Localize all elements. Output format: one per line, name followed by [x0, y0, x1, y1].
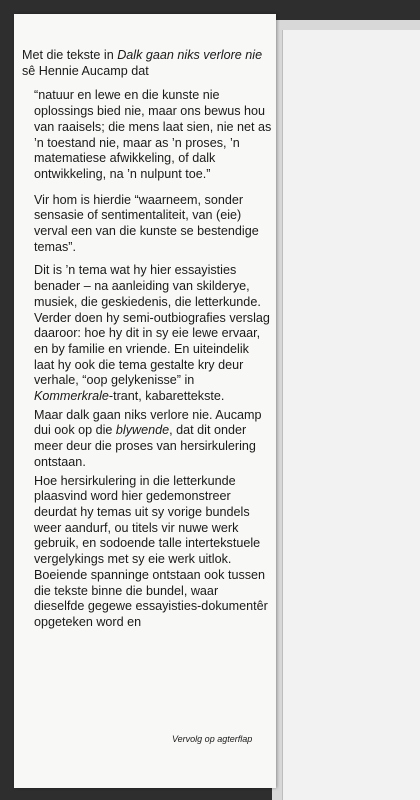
intro-paragraph	[22, 48, 272, 79]
paragraph-3-emphasis: blywende	[115, 423, 170, 438]
paragraph-2-emphasis: Kommerkrale	[34, 389, 109, 404]
paragraph-4: Hoe hersirkulering in die letterkunde plaasvind word hier gedemonstreer deurdat hy temas uit sy vorige bundels weer aandurf, ou titels vir nuwe werk gebruik, en sodoende talle intertekstuele vergelykings met sy eie werk uitlok. Boeiende spanninge ontstaan ook tussen die tekste binne die bundel, waar dieselfde gegewe essayisties-dokumentêr opgeteken word en	[34, 473, 268, 629]
book-title: Dalk gaan niks verlore nie	[117, 48, 263, 62]
paragraph-3	[22, 408, 272, 471]
back-page	[282, 30, 420, 800]
intro-text-b: sê Hennie Aucamp dat	[22, 63, 149, 78]
quote-paragraph: “natuur en lewe en die kunste nie oplossings bied nie, maar ons bewus hou van raaisels; die mens laat sien, nie net as ’n toestand nie, maar as ’n proses, ’n matematiese afwikkeling, of dalk ontwikkeling, na ’n nulpunt toe.”	[34, 88, 272, 181]
paragraph-3-text-b: , dat dit onder meer deur die proses van hersirkulering ontstaan.	[34, 423, 256, 469]
paragraph-2-text-b: -trant, kabarettekste.	[108, 389, 225, 404]
paragraph-2-text-a: Dit is ’n tema wat hy hier essayisties benader – na aanleiding van skilderye, musiek, die geskiedenis, die letterkunde. Verder doen hy semi-outbiografies verslag daaroor: hoe hy dit in sy eie lewe ervaar, en by familie en vriende. En uiteindelik laat hy ook die tema gestalte kry deur verhale, “oop gelykenisse” in	[34, 263, 270, 388]
paragraph-3-text-a: Maar dalk gaan niks verlore nie. Aucamp dui ook op die	[34, 407, 262, 438]
flap-text	[22, 48, 272, 639]
intro-text-a: Met die tekste in	[22, 48, 118, 62]
paragraph-2	[22, 263, 272, 404]
paragraph-1: Vir hom is hierdie “waarneem, sonder sensasie of sentimentaliteit, van (eie) verval een van die kunste se bestendige temas”.	[34, 192, 259, 254]
continued-note: Vervolg op agterflap	[172, 734, 253, 744]
